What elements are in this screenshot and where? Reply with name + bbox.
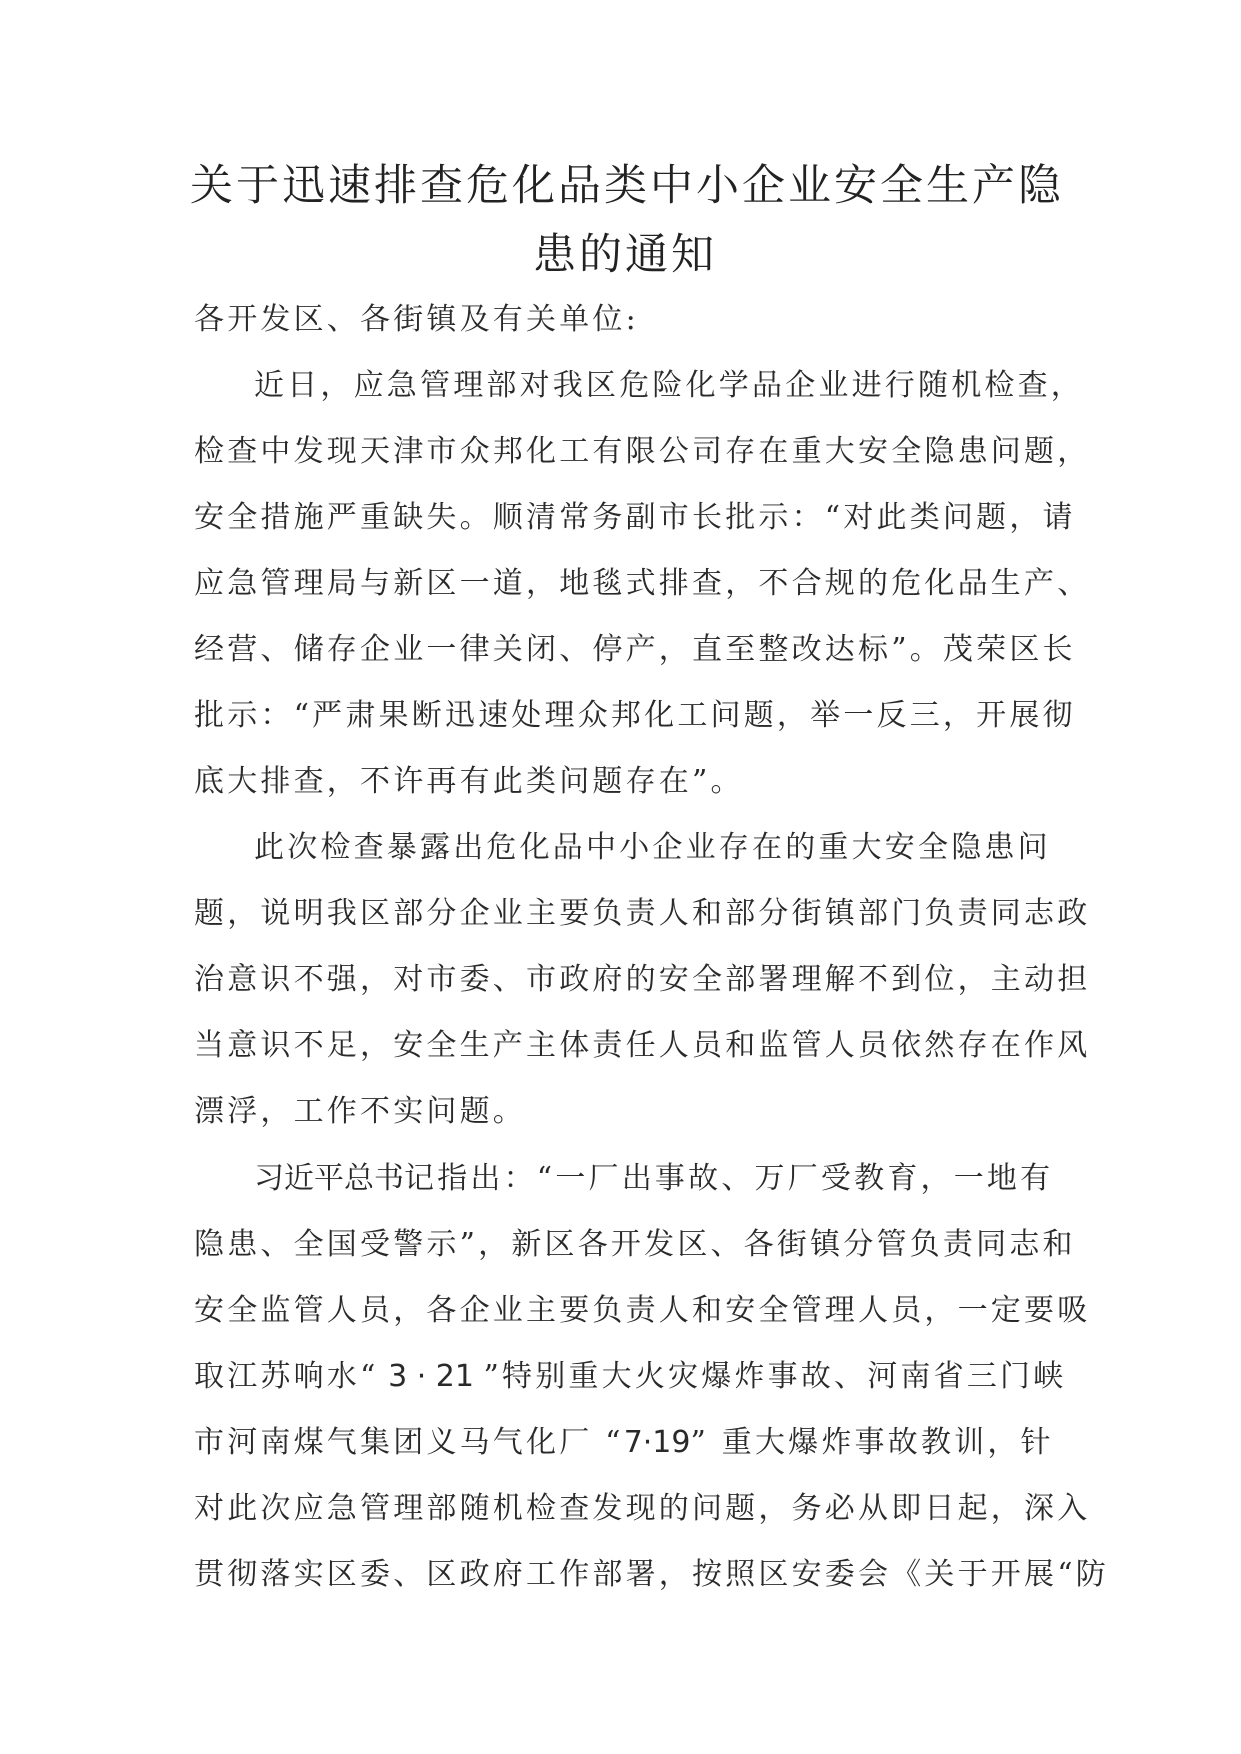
paragraph-line: 经营、储存企业一律关闭、停产，直至整改达标”。茂荣区长 <box>194 632 1076 667</box>
title-line: 患的通知 <box>533 230 717 280</box>
paragraph-text: ” 重大爆炸事故教训，针 <box>690 1425 1054 1460</box>
paragraph-line: 此次检查暴露出危化品中小企业存在的重大安全隐患问 <box>254 830 1051 865</box>
paragraph-text: 取江苏响水“ <box>194 1359 379 1394</box>
paragraph-line: 近日，应急管理部对我区危险化学品企业进行随机检查， <box>254 368 1084 403</box>
paragraph-line: 安全监管人员，各企业主要负责人和安全管理人员，一定要吸 <box>194 1293 1091 1328</box>
paragraph-1 <box>194 353 1091 815</box>
paragraph-line: 题，说明我区部分企业主要负责人和部分街镇部门负责同志政 <box>194 896 1091 931</box>
salutation <box>194 287 1059 353</box>
paragraph-3 <box>194 1146 1109 1608</box>
paragraph-line: 批示：“严肃果断迅速处理众邦化工问题，举一反三，开展彻 <box>194 698 1076 733</box>
paragraph-2 <box>194 815 1091 1145</box>
paragraph-text: 市河南煤气集团义马气化厂 “ <box>194 1425 624 1460</box>
date-number: 7·19 <box>623 1425 691 1460</box>
paragraph-text: ”特别重大火灾爆炸事故、河南省三门峡 <box>483 1359 1067 1394</box>
paragraph-line: 安全措施严重缺失。顺清常务副市长批示：“对此类问题，请 <box>194 500 1076 535</box>
date-number: 3 · 21 <box>378 1359 484 1394</box>
paragraph-line <box>194 1410 1059 1476</box>
paragraph-line: 当意识不足，安全生产主体责任人员和监管人员依然存在作风 <box>194 1028 1091 1063</box>
paragraph-line: 隐患、全国受警示”，新区各开发区、各街镇分管负责同志和 <box>194 1227 1076 1262</box>
paragraph-line: 底大排查，不许再有此类问题存在”。 <box>194 764 744 799</box>
emphasis-text: 习近平总书 <box>254 1161 404 1196</box>
paragraph-line: 漂浮，工作不实问题。 <box>194 1094 526 1129</box>
paragraph-line: 治意识不强，对市委、市政府的安全部署理解不到位，主动担 <box>194 962 1091 997</box>
paragraph-line: 检查中发现天津市众邦化工有限公司存在重大安全隐患问题， <box>194 434 1091 469</box>
paragraph-line: 贯彻落实区委、区政府工作部署，按照区安委会《关于开展“防 <box>194 1557 1109 1592</box>
title-line: 关于迅速排查危化品类中小企业安全生产隐 <box>190 161 1064 211</box>
document-title <box>190 152 1064 290</box>
paragraph-line <box>194 1344 1067 1410</box>
paragraph-line: 应急管理局与新区一道，地毯式排查，不合规的危化品生产、 <box>194 566 1091 601</box>
paragraph-line: 对此次应急管理部随机检查发现的问题，务必从即日起，深入 <box>194 1491 1091 1526</box>
salutation-text: 各开发区、各街镇及有关单位: <box>194 302 639 337</box>
paragraph-line <box>194 1146 1059 1212</box>
paragraph-text: 记指出：“一厂出事故、万厂受教育，一地有 <box>404 1161 1054 1196</box>
